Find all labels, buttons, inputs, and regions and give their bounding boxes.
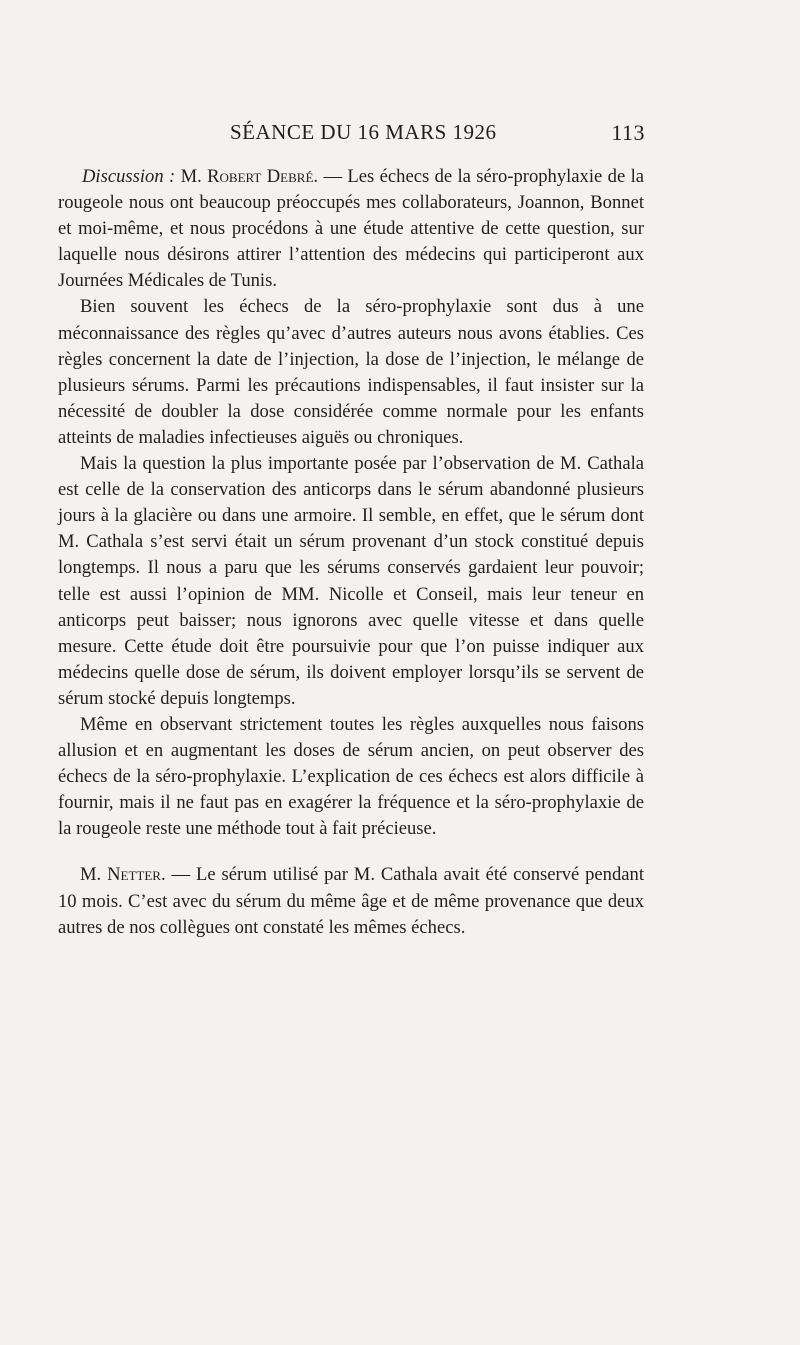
speaker-netter: M. Netter. [80,864,166,886]
discussion-label: Discussion : [82,166,176,187]
paragraph-debre-1 [58,164,644,294]
paragraph-netter-text: — Le sérum utilisé par M. Cathala avait été conservé pendant 10 mois. C’est avec du sérum du même âge et de même provenance que deux autres de nos collègues ont constaté les mêmes échecs. [58,864,644,938]
speaker-debre: M. Robert Debré. [180,166,319,187]
page-number: 113 [611,120,645,145]
paragraph-netter [58,862,644,940]
paragraph-debre-4: Même en observant strictement toutes les règles auxquelles nous faisons allusion et en augmentant les doses de sérum ancien, on peut observer des échecs de la séro-prophylaxie. L’explication de ces échecs est alors difficile à fournir, mais il ne faut pas en exagérer la fréquence et la séro-prophylaxie de la rougeole reste une méthode tout à fait précieuse. [58,713,644,840]
paragraph-debre-3: Mais la question la plus importante posée par l’observation de M. Cathala est celle de la conservation des anticorps dans le sérum abandonné plusieurs jours à la glacière ou dans une armoire. Il semble, en effet, que le sérum dont M. Cathala s’est servi était un sérum provenant d’un stock constitué depuis longtemps. Il nous a paru que les sérums conservés gardaient leur pouvoir; telle est aussi l’opinion de MM. Nicolle et Conseil, mais leur teneur en anticorps peut baisser; nous ignorons avec quelle vitesse et dans quelle mesure. Cette étude doit être poursuivie pour que l’on puisse indiquer aux médecins quelle dose de sérum, ils doivent employer lorsqu’ils se servent de sérum stocké depuis longtemps. [58,453,644,709]
paragraph-debre-1-text: — Les échecs de la séro-prophylaxie de la rougeole nous ont beaucoup préoccupés mes collaborateurs, Joannon, Bonnet et moi-même, et nous procédons à une étude attentive de cette question, sur laquelle nous désirons attirer l’attention des médecins qui participeront aux Journées Médicales de Tunis. [58,166,645,292]
body-text [58,164,644,941]
page-header [58,120,645,150]
running-head: SÉANCE DU 16 MARS 1926 [230,120,497,144]
paragraph-debre-2: Bien souvent les échecs de la séro-prophylaxie sont dus à une méconnaissance des règles qu’avec d’autres auteurs nous avons établies. Ces règles concernent la date de l’injection, la dose de l’injection, le mélange de plusieurs sérums. Parmi les précautions indispensables, il faut insister sur la nécessité de doubler la dose considérée comme normale pour les enfants atteints de maladies infectieuses aiguës ou chroniques. [58,296,644,448]
